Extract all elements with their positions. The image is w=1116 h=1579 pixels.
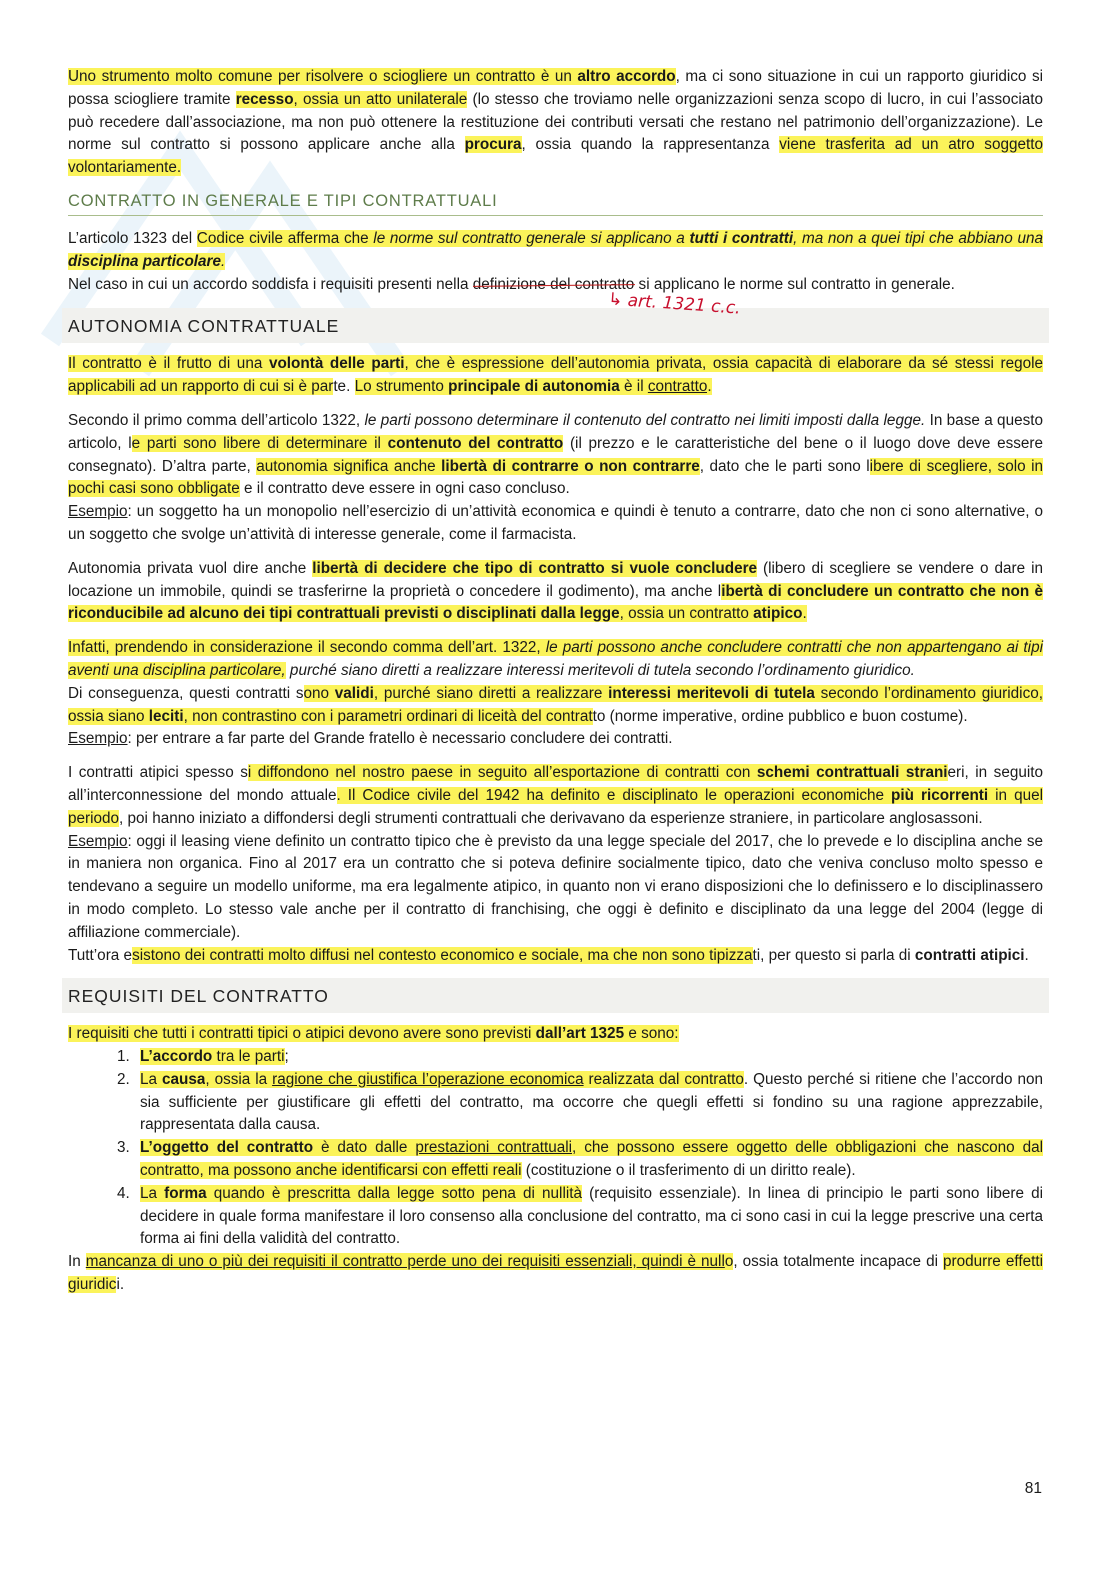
example-3: Esempio: oggi il leasing viene definito un contratto tipico che è previsto da una legge speciale del 2017, che lo prevede e lo disciplina anche se in maniera non organica. Fino al 2017 era un contratto che si poteva definire socialmente tipico, dato che veniva concluso molto spesso e tendevano a seguire un modello uniforme, ma era legalmente atipico, in quanto non vi erano disposizioni che lo definissero e lo disciplinassero in modo completo. Lo stesso vale anche per il contratto di franchising, che oggi è definito e disciplinato da una legge del 2004 (legge di affiliazione commerciale). xyxy=(68,832,1043,941)
list-item: 3. L’oggetto del contratto è dato dalle prestazioni contrattuali, che possono essere oggetto delle obbligazioni che nascono dal contratto, ma possono anche identificarsi con effetti reali (costituzione o il trasferimento di un diritto reale). xyxy=(134,1137,1043,1183)
autonomia-paragraph-6: I contratti atipici spesso si diffondono nel nostro paese in seguito all’esportazione di contratti con schemi contrattuali stranieri, in seguito all’interconnessione del mondo attuale. Il Codice civile del 1942 ha definito e disciplinato le operazioni economiche più ricorrenti in quel periodo, poi hanno iniziato a diffondersi degli strumenti contrattuali che derivavano da esperienze straniere, in particolare anglosassoni. xyxy=(68,764,1044,827)
autonomia-paragraph-5: Di conseguenza, questi contratti sono validi, purché siano diretti a realizzare interessi meritevoli di tutela secondo l’ordinamento giuridico, ossia siano leciti, non contrastino con i parametri ordinari di liceità del contratto (norme imperative, ordine pubblico e buon costume). xyxy=(68,684,1043,725)
autonomia-paragraph-3: Autonomia privata vuol dire anche libertà di decidere che tipo di contratto si vuole concludere (libero di scegliere se vendere o dare in locazione un immobile, quindi se trasferirne la proprietà o concedere il godimento), ma anche libertà di concludere un contratto che non è riconducibile ad alcuno dei tipi contrattuali previsti o disciplinati dalla legge, ossia un contratto atipico. xyxy=(68,559,1043,623)
requisiti-conclusion: In mancanza di uno o più dei requisiti il contratto perde uno dei requisiti essenziali, quindi è nullo, ossia totalmente incapace di produrre effetti giuridici. xyxy=(68,1253,1043,1294)
autonomia-paragraph-4: Infatti, prendendo in considerazione il secondo comma dell’art. 1322, le parti possono anche concludere contratti che non appartengano ai tipi aventi una disciplina particolare, purché siano diretti a realizzare interessi meritevoli di tutela secondo l’ordinamento giuridico. xyxy=(68,639,1043,679)
autonomia-paragraph-7: Tutt’ora esistono dei contratti molto diffusi nel contesto economico e sociale, ma che non sono tipizzati, per questo si parla di contratti atipici. xyxy=(68,946,1029,964)
general-paragraph: L’articolo 1323 del Codice civile afferma che le norme sul contratto generale si applicano a tutti i contratti, ma non a quei tipi che abbiano una disciplina particolare. xyxy=(68,229,1043,270)
list-item: 4. La forma quando è prescritta dalla legge sotto pena di nullità (requisito essenziale). In linea di principio le parti sono libere di decidere in quale forma manifestare il loro consenso alla conclusione del contratto, ma ci sono casi in cui la legge prescrive una certa forma ai fini della validità del contratto. xyxy=(134,1183,1043,1251)
list-item: 2. La causa, ossia la ragione che giustifica l’operazione economica realizzata dal contratto. Questo perché si ritiene che l’accordo non sia sufficiente per giustificare gli effetti del contratto, ma occorre che quegli effetti si fondino su una ragione apprezzabile, rappresentata dalla causa. xyxy=(134,1069,1043,1137)
heading-contratto-generale: CONTRATTO IN GENERALE E TIPI CONTRATTUALI xyxy=(68,192,1043,216)
requisiti-intro: I requisiti che tutti i contratti tipici o atipici devono avere sono previsti dall’art 1325 e sono: xyxy=(68,1025,679,1043)
general-paragraph-2: Nel caso in cui un accordo soddisfa i requisiti presenti nella definizione del contratto si applicano le norme sul contratto in generale. xyxy=(68,275,955,293)
heading-requisiti: REQUISITI DEL CONTRATTO xyxy=(62,978,1049,1013)
example-2: Esempio: per entrare a far parte del Grande fratello è necessario concludere dei contratti. xyxy=(68,730,673,748)
heading-autonomia: AUTONOMIA CONTRATTUALE xyxy=(62,308,1049,343)
handwritten-note: ↳ art. 1321 c.c. xyxy=(607,289,742,319)
list-item: 1. L’accordo tra le parti; xyxy=(134,1046,1043,1069)
page-number: 81 xyxy=(1024,1480,1042,1497)
autonomia-paragraph-2: Secondo il primo comma dell’articolo 1322, le parti possono determinare il contenuto del contratto nei limiti imposti dalla legge. In base a questo articolo, le parti sono libere di determinare il contenuto del contratto (il prezzo e le caratteristiche del bene o il luogo dove deve essere consegnato). D’altra parte, autonomia significa anche libertà di contrarre o non contrarre, dato che le parti sono libere di scegliere, solo in pochi casi sono obbligate e il contratto deve essere in ogni caso concluso. xyxy=(68,411,1044,498)
example-1: Esempio: un soggetto ha un monopolio nell’esercizio di un’attività economica e quindi è tenuto a contrarre, dato che non ci sono alternative, o un soggetto che svolge un’attività di interesse generale, come il farmacista. xyxy=(68,503,1043,543)
autonomia-paragraph-1: Il contratto è il frutto di una volontà delle parti, che è espressione dell’autonomia privata, ossia capacità di elaborare da sé stessi regole applicabili ad un rapporto di cui si è parte. Lo strumento principale di autonomia è il contratto. xyxy=(68,355,1043,396)
intro-paragraph: Uno strumento molto comune per risolvere o sciogliere un contratto è un altro accordo, ma ci sono situazione in cui un rapporto giuridico si possa sciogliere tramite recesso, ossia un atto unilaterale (lo stesso che troviamo nelle organizzazioni senza scopo di lucro, in cui l’associato può recedere dall’associazione, ma non può ottenere la restituzione dei contributi versati che restano nel patrimonio dell’organizzazione). Le norme sul contratto si possono applicare anche alla procura, ossia quando la rappresentanza viene trasferita ad un atro soggetto volontariamente. xyxy=(68,68,1044,177)
requisiti-list xyxy=(68,1046,1043,1251)
document-page xyxy=(68,66,1043,1297)
struck-definition: definizione del contratto xyxy=(472,275,635,293)
